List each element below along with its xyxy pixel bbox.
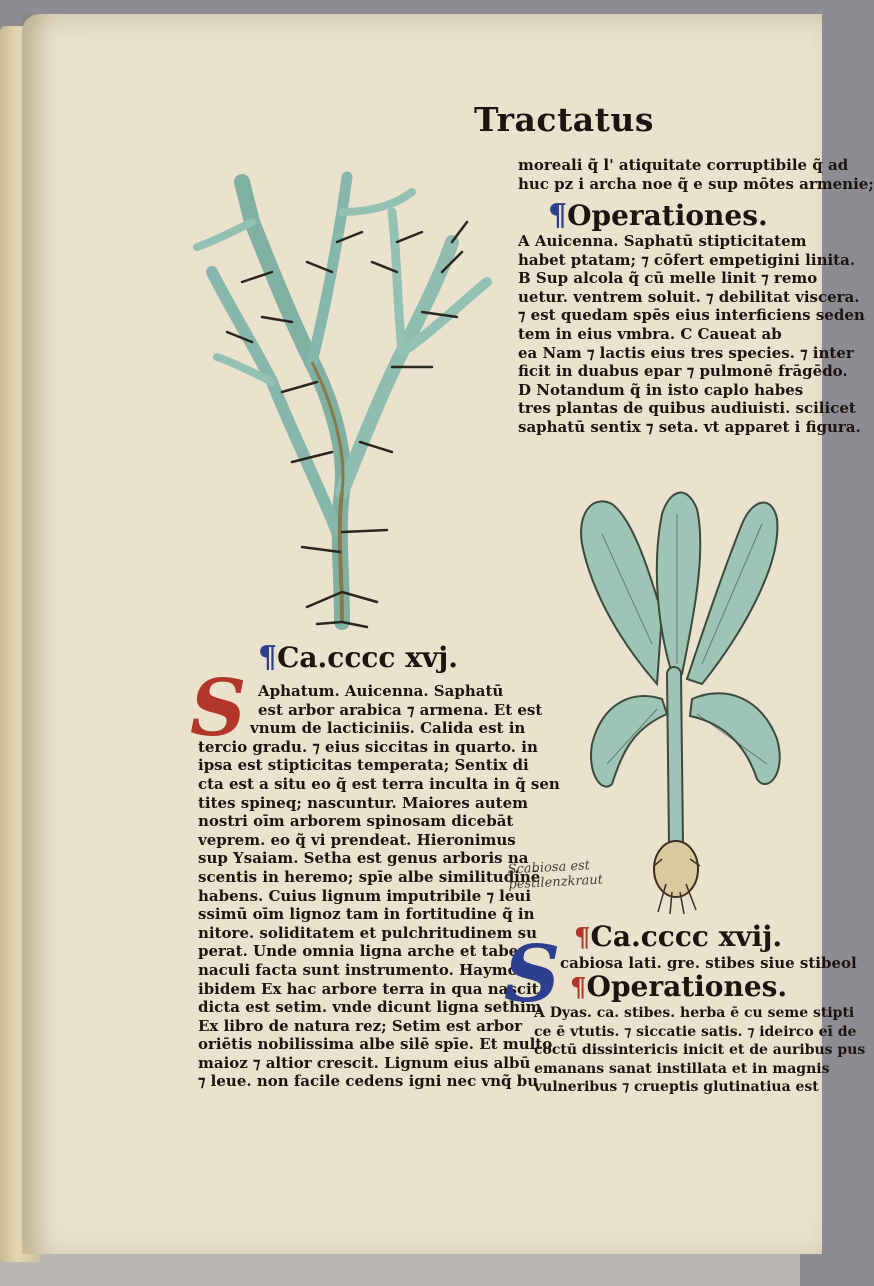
initial-S-blue: S bbox=[504, 929, 561, 1020]
text-line: scentis in heremo; spīe albe similitudinē bbox=[198, 867, 541, 886]
text-line: huc pz i archa noe q̃ e sup mōtes armenie; bbox=[518, 174, 874, 193]
text-line: cta est a situ eo q̃ est terra inculta in q̃ sen bbox=[198, 774, 560, 793]
text-line: habet ptatam; ⁊ cōfert empetigini linita. bbox=[518, 250, 856, 269]
text-line: ea Nam ⁊ lactis eius tres species. ⁊ inter bbox=[518, 343, 854, 362]
text-line: ⁊ est quedam spēs eius interficiens seden bbox=[518, 306, 865, 325]
text-line: D Notandum q̃ in isto caplo habes bbox=[518, 380, 804, 399]
scabiosa-plant-woodcut bbox=[562, 474, 802, 914]
text-line: tercio gradu. ⁊ eius siccitas in quarto. in bbox=[198, 737, 538, 756]
text-line: vnum de lacticiniis. Calida est in bbox=[250, 719, 526, 738]
text-line: ibidem Ex hac arbore terra in qua nascit bbox=[198, 979, 539, 998]
text-line: perat. Unde omnia ligna arche et taber bbox=[198, 942, 527, 961]
text-line: Aphatum. Auicenna. Saphatū bbox=[258, 682, 504, 700]
book-page bbox=[22, 14, 874, 1254]
chapter-416-heading: ¶Ca.cccc xvj. bbox=[258, 640, 459, 675]
text-line: habens. Cuius lignum imputribile ⁊ leui bbox=[198, 886, 532, 905]
operationes-heading-1: ¶Operationes. bbox=[548, 198, 768, 233]
text-line: vulneribus ⁊ crueptis glutinatiua est bbox=[534, 1079, 819, 1096]
text-line: emanans sanat instillata et in magnis bbox=[534, 1060, 830, 1077]
pilcrow-blue-icon: ¶ bbox=[258, 640, 278, 675]
pilcrow-red-icon: ¶ bbox=[570, 973, 587, 1003]
text-line: nitore. soliditatem et pulchritudinem su bbox=[198, 923, 538, 942]
text-line: est arbor arabica ⁊ armena. Et est bbox=[258, 700, 543, 719]
chapter-417-heading: ¶Ca.cccc xvij. bbox=[574, 920, 783, 953]
text-line: ipsa est stipticitas temperata; Sentix di bbox=[198, 756, 529, 775]
text-line: moreali q̃ l' atiquitate corruptibile q̃ ad bbox=[518, 156, 849, 174]
text-line: oriētis nobilissima albe silē spīe. Et multo bbox=[198, 1035, 553, 1054]
text-line: tres plantas de quibus audiuisti. scilicet bbox=[518, 399, 856, 418]
text-line: tem in eius vmbra. C Caueat ab bbox=[518, 324, 782, 343]
text-line: B Sup alcola q̃ cū melle linit ⁊ remo bbox=[518, 269, 818, 288]
text-line: coctū dissintericis inicit et de auribus pus bbox=[534, 1042, 866, 1059]
scan-background bbox=[0, 1250, 800, 1286]
saphatum-tree-woodcut bbox=[192, 152, 502, 632]
text-line: cabiosa lati. gre. stibes siue stibeol bbox=[560, 954, 857, 972]
running-head: Tractatus bbox=[474, 100, 654, 139]
text-line: dicta est setim. vnde dicunt ligna sethim bbox=[198, 998, 542, 1017]
text-line: maioz ⁊ altior crescit. Lignum eius albū bbox=[198, 1053, 531, 1072]
text-line: sup Ysaiam. Setha est genus arboris na bbox=[198, 849, 529, 868]
text-line: naculi facta sunt instrumento. Haymo bbox=[198, 960, 518, 979]
text-line: uetur. ventrem soluit. ⁊ debilitat viscera. bbox=[518, 287, 860, 306]
text-line: A Dyas. ca. stibes. herba ē cu seme stipti bbox=[534, 1005, 855, 1021]
text-line: tites spineq; nascuntur. Maiores autem bbox=[198, 793, 529, 812]
chapter-417-text bbox=[534, 1004, 866, 1097]
pilcrow-red-icon: ¶ bbox=[574, 923, 591, 953]
pilcrow-blue-icon: ¶ bbox=[548, 198, 568, 233]
marginal-handwritten-note: Scabiosa est pestilenzkraut bbox=[507, 858, 604, 893]
initial-S-red: S bbox=[190, 663, 247, 754]
text-line: ficit in duabus epar ⁊ pulmonē frāgēdo. bbox=[518, 362, 848, 381]
operationes-1-text bbox=[518, 232, 865, 437]
text-line: A Auicenna. Saphatū stipticitatem bbox=[518, 232, 807, 250]
text-line: ⁊ leue. non facile cedens igni nec vnq̃ bu bbox=[198, 1072, 539, 1091]
text-line: veprem. eo q̃ vi prendeat. Hieronimus bbox=[198, 830, 516, 849]
operationes-heading-2: ¶Operationes. bbox=[570, 970, 788, 1003]
text-line: nostri oīm arborem spinosam dicebāt bbox=[198, 812, 514, 831]
text-line: saphatū sentix ⁊ seta. vt apparet i figura. bbox=[518, 417, 861, 436]
text-line: ce ē vtutis. ⁊ siccatie satis. ⁊ ideirco eī de bbox=[534, 1023, 857, 1040]
text-line: Ex libro de natura rez; Setim est arbor bbox=[198, 1016, 523, 1035]
page-gutter bbox=[22, 14, 52, 1254]
text-line: ssimū oīm lignoz tam in fortitudine q̃ in bbox=[198, 905, 535, 924]
right-column-top-text bbox=[518, 156, 874, 193]
